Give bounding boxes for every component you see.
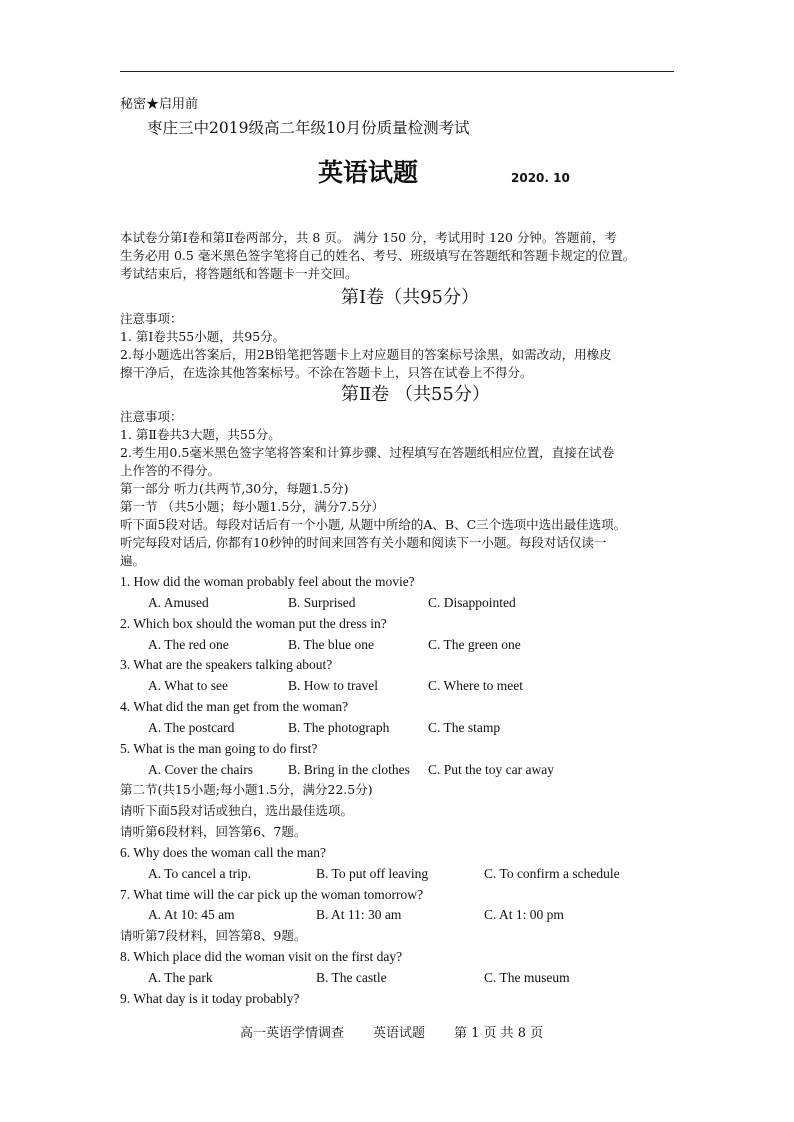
question-text: 3. What are the speakers talking about? — [120, 657, 333, 672]
option-c: C. At 1: 00 pm — [484, 907, 564, 922]
notes-line: 2.考生用0.5毫米黑色签字笔将答案和计算步骤、过程填写在答题纸相应位置，直接在试卷 — [120, 445, 615, 460]
footer-subject: 英语试题 — [373, 1026, 426, 1041]
instruction-line: 遍。 — [120, 553, 146, 568]
part2-heading: 第Ⅱ卷 （共55分） — [341, 384, 490, 405]
option-a: A. Cover the chairs — [148, 762, 253, 777]
notes-line: 擦干净后，在选涂其他答案标号。不涂在答题卡上，只答在试卷上不得分。 — [120, 365, 533, 380]
question-text: 4. What did the man get from the woman? — [120, 699, 349, 714]
instruction-line: 听下面5段对话。每段对话后有一个小题, 从题中所给的A、B、C三个选项中选出最佳选项。 — [120, 517, 627, 532]
page-number: 第 1 页 共 8 页 — [454, 1026, 544, 1041]
notes-line: 1. 第Ⅱ卷共3大题，共55分。 — [120, 427, 281, 442]
question-text: 5. What is the man going to do first? — [120, 741, 318, 756]
notes-line: 注意事项： — [120, 409, 183, 424]
option-c: C. Disappointed — [428, 595, 516, 610]
option-b: B. The photograph — [288, 720, 390, 735]
option-c: C. The stamp — [428, 720, 501, 735]
question-text: 2. Which box should the woman put the dress in? — [120, 616, 387, 631]
option-a: A. The park — [148, 970, 213, 985]
notes-line: 1. 第Ⅰ卷共55小题，共95分。 — [120, 329, 286, 344]
top-rule — [120, 71, 674, 72]
exam-date: 2020. 10 — [511, 171, 570, 185]
option-a: A. The red one — [148, 637, 229, 652]
page-title: 英语试题 — [318, 158, 419, 187]
option-b: B. To put off leaving — [316, 866, 429, 881]
option-a: A. To cancel a trip. — [148, 866, 252, 881]
option-a: A. At 10: 45 am — [148, 907, 235, 922]
option-c: C. The museum — [484, 970, 570, 985]
option-c: C. Where to meet — [428, 678, 523, 693]
option-a: A. The postcard — [148, 720, 235, 735]
section2-heading: 第二节(共15小题;每小题1.5分，满分22.5分) — [120, 782, 373, 797]
option-a: A. Amused — [148, 595, 209, 610]
section-heading: 第一节 （共5小题；每小题1.5分，满分7.5分） — [120, 499, 385, 514]
part1-heading: 第Ⅰ卷（共95分） — [341, 287, 480, 308]
intro-line: 本试卷分第Ⅰ卷和第Ⅱ卷两部分，共 8 页。 满分 150 分，考试用时 120 分钟。答题前，考 — [120, 230, 617, 245]
notes-line: 注意事项： — [120, 311, 183, 326]
option-b: B. How to travel — [288, 678, 378, 693]
notes-line: 上作答的不得分。 — [120, 463, 221, 478]
question-text: 1. How did the woman probably feel about the movie? — [120, 574, 415, 589]
question-text: 6. Why does the woman call the man? — [120, 845, 326, 860]
option-b: B. The castle — [316, 970, 387, 985]
instruction-line: 听完每段对话后, 你都有10秒钟的时间来回答有关小题和阅读下一小题。每段对话仅读一 — [120, 535, 607, 550]
option-c: C. To confirm a schedule — [484, 866, 620, 881]
option-b: B. Surprised — [288, 595, 356, 610]
exam-name: 枣庄三中2019级高二年级10月份质量检测考试 — [147, 119, 470, 137]
question-text: 8. Which place did the woman visit on the first day? — [120, 949, 403, 964]
question-text: 9. What day is it today probably? — [120, 991, 300, 1006]
section2-instruction: 请听下面5段对话或独白，选出最佳选项。 — [120, 803, 353, 818]
option-a: A. What to see — [148, 678, 228, 693]
option-c: C. The green one — [428, 637, 521, 652]
option-b: B. Bring in the clothes — [288, 762, 410, 777]
section-heading: 第一部分 听力(共两节,30分，每题1.5分) — [120, 481, 349, 496]
option-b: B. The blue one — [288, 637, 374, 652]
material-label: 请听第7段材料，回答第8、9题。 — [120, 928, 307, 943]
footer-survey: 高一英语学情调查 — [240, 1026, 345, 1041]
intro-line: 生务必用 0.5 毫米黑色签字笔将自己的姓名、考号、班级填写在答题纸和答题卡规定的位置。 — [120, 248, 636, 263]
material-label: 请听第6段材料，回答第6、7题。 — [120, 824, 307, 839]
notes-line: 2.每小题选出答案后，用2B铅笔把答题卡上对应题目的答案标号涂黑，如需改动，用橡皮 — [120, 347, 612, 362]
option-b: B. At 11: 30 am — [316, 907, 402, 922]
secret-label: 秘密★启用前 — [120, 97, 199, 112]
intro-line: 考试结束后，将答题纸和答题卡一并交回。 — [120, 266, 358, 281]
question-text: 7. What time will the car pick up the woman tomorrow? — [120, 887, 424, 902]
option-c: C. Put the toy car away — [428, 762, 554, 777]
